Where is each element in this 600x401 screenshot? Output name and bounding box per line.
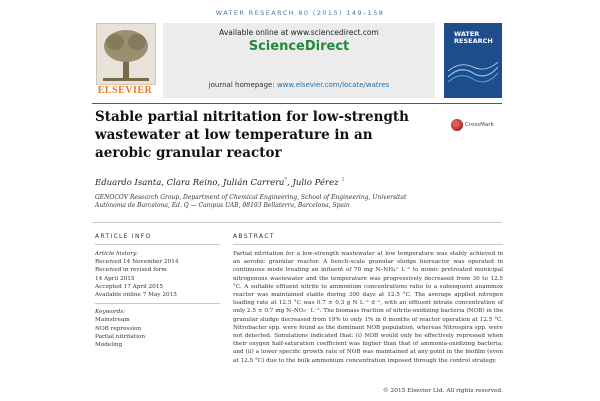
history-item: Available online 7 May 2015 xyxy=(95,292,177,299)
history-item: Accepted 17 April 2015 xyxy=(95,283,164,290)
elsevier-logo[interactable] xyxy=(92,23,158,98)
sciencedirect-banner xyxy=(163,23,435,98)
section-rule xyxy=(92,222,502,223)
author-list xyxy=(95,177,345,188)
cover-title: WATER RESEARCH xyxy=(454,30,493,45)
cover-graphic xyxy=(448,57,498,87)
keyword-item: Mainstream xyxy=(95,317,130,324)
article-info-heading: ARTICLE INFO xyxy=(95,233,152,240)
article-info-rule xyxy=(95,244,220,245)
crossmark-label: CrossMark xyxy=(465,122,494,128)
crossmark-badge[interactable] xyxy=(451,118,511,134)
abstract-rule xyxy=(233,244,503,245)
history-label: Article history: xyxy=(95,251,139,257)
article-info xyxy=(95,250,220,349)
crossmark-icon xyxy=(451,119,463,131)
copyright-notice: © 2015 Elsevier Ltd. All rights reserved. xyxy=(382,388,503,394)
journal-homepage-link[interactable]: www.elsevier.com/locate/watres xyxy=(276,81,390,89)
journal-citation: WATER RESEARCH 80 (2015) 149–158 xyxy=(215,9,385,17)
available-online-text[interactable]: Available online at www.sciencedirect.com xyxy=(219,28,379,37)
keywords-label: Keywords: xyxy=(95,309,126,316)
abstract-text: Partial nitritation for a low-strength wastewater at low temperature was stably achieved in an aerobic granular reactor. A bench-scale granular sludge bioreactor was operated in continuous mode treating an influent of 70 mg N–NH₄⁺ L⁻¹ to mimic pretreated municipal nitrogenous wastewater and the temperature was progressively decreased from 30 to 12.5 °C. A suitable effluent nitrite to ammonium concentrations ratio to a subsequent anammox reactor was maintained stable during 300 days at 12.5 °C. The average applied nitrogen loading rate at 12.5 °C was 0.7 ± 0.3 g N L⁻¹ d⁻¹, with an effluent nitrate concentration of only 2.5 ± 0.7 mg N–NO₃⁻ L⁻¹. The biomass fraction of nitrite-oxidizing bacteria (NOB) in the granular sludge decreased from 19% to only 1% in 6 months of reactor operation at 12.5 °C. Nitrobacter spp. were found as the dominant NOB population, whereas Nitrospira spp. were not detected. Simulations indicated that: (i) NOB would only be effectively repressed when their oxygen half-saturation coefficient was higher than that of ammonia-oxidizing bacteria; and (ii) a lower specific growth rate of NOB was maintained at any point in the biofilm (even at 12.5 °C) due to the bulk ammonium concentration imposed through the control strategy. xyxy=(233,251,503,364)
journal-cover[interactable] xyxy=(444,23,502,98)
journal-homepage xyxy=(163,81,435,89)
history-item: Received 14 November 2014 xyxy=(95,259,179,266)
history-item: 14 April 2015 xyxy=(95,275,135,282)
article-title: Stable partial nitritation for low-strength wastewater at low temperature in an aerobic granular reactor xyxy=(95,109,409,161)
journal-homepage-label: journal homepage: xyxy=(208,81,275,89)
keyword-item: Partial nitritation xyxy=(95,333,145,340)
author-last[interactable]: , Julio Pérez xyxy=(287,177,339,188)
history-item: Received in revised form xyxy=(95,267,167,274)
elsevier-tree-emblem xyxy=(96,23,156,85)
abstract-heading: ABSTRACT xyxy=(233,233,275,240)
affiliation: GENOCOV Research Group, Department of Chemical Engineering, School of Engineering, Universitat Autònoma de Barcelona, Ed. Q — Campus UAB, 08193 Bellaterra, Barcelona, Spain xyxy=(95,194,407,209)
author-footnote-mark[interactable]: 1 xyxy=(341,177,345,183)
corresponding-author-mark[interactable]: * xyxy=(284,177,288,183)
header-rule xyxy=(92,103,502,104)
elsevier-wordmark: ELSEVIER xyxy=(97,85,153,96)
info-divider xyxy=(95,301,220,304)
author-names[interactable]: Eduardo Isanta, Clara Reino, Julián Carrera xyxy=(95,177,285,188)
keyword-item: NOB repression xyxy=(95,325,142,332)
keyword-item: Modeling xyxy=(95,342,123,349)
sciencedirect-logo[interactable]: ScienceDirect xyxy=(248,39,350,54)
